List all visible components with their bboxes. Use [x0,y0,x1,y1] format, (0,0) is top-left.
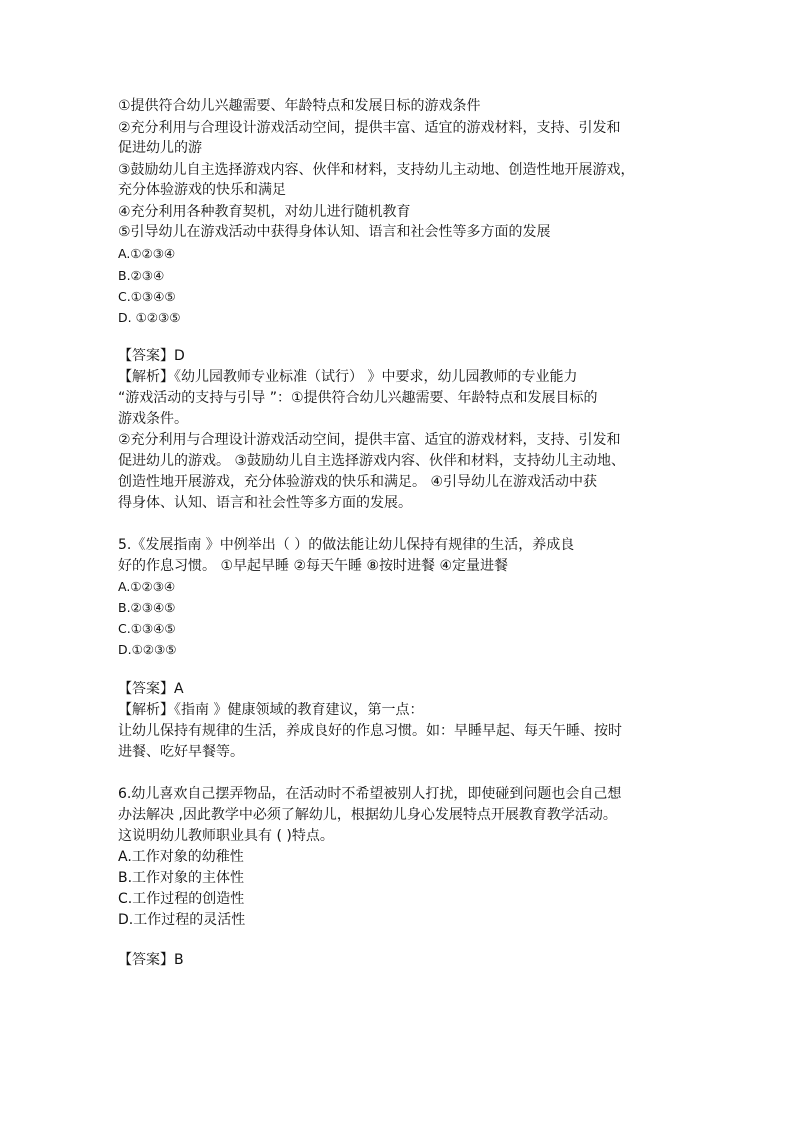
q6-stem: 这说明幼儿教师职业具有 ( )特点。 [118,828,334,844]
intro-item: ⑤引导幼儿在游戏活动中获得身体认知、语言和社会性等多方面的发展 [118,224,551,240]
intro-item: ④充分利用各种教育契机，对幼儿进行随机教育 [118,204,411,220]
q6-option-d: D.工作过程的灵活性 [118,912,246,928]
q4-analysis-line: 得身体、认知、语言和社会性等多方面的发展。 [118,495,412,511]
q4-analysis-line: 【解析】《幼儿园教师专业标准（试行） 》中要求，幼儿园教师的专业能力 [118,369,578,385]
q6-option-b: B.工作对象的主体性 [118,870,245,886]
q5-option-b: B.②③④⑤ [118,600,176,615]
q5-stem: 5.《发展指南 》中例举出（ ）的做法能让幼儿保持有规律的生活，养成良 [118,537,575,553]
q5-option-c: C.①③④⑤ [118,621,176,636]
q4-analysis-line: “游戏活动的支持与引导 ”：①提供符合幼儿兴趣需要、年龄特点和发展目标的 [118,390,598,406]
q4-analysis-line: 促进幼儿的游戏。 ③鼓励幼儿自主选择游戏内容、伙伴和材料，支持幼儿主动地、 [118,453,625,469]
q4-option-b: B.②③④ [118,268,165,283]
q5-analysis-line: 进餐、吃好早餐等。 [118,744,244,760]
intro-item: ③鼓励幼儿自主选择游戏内容、伙伴和材料，支持幼儿主动地、创造性地开展游戏， [118,162,635,178]
intro-item: 充分体验游戏的快乐和满足 [118,182,286,198]
intro-item: ②充分利用与合理设计游戏活动空间，提供丰富、适宜的游戏材料，支持、引发和 [118,120,621,136]
q6-stem: 办法解决 ,因此教学中必须了解幼儿，根据幼儿身心发展特点开展教育教学活动。 [118,807,617,823]
q4-analysis-line: 创造性地开展游戏，充分体验游戏的快乐和满足。 ④引导幼儿在游戏活动中获 [118,474,597,490]
q6-option-c: C.工作过程的创造性 [118,891,245,907]
q4-answer: 【答案】D [118,348,185,364]
q4-option-c: C.①③④⑤ [118,289,176,304]
q5-analysis-line: 让幼儿保持有规律的生活，养成良好的作息习惯。如：早睡早起、每天午睡、按时 [118,723,622,739]
q4-option-d: D. ①②③⑤ [118,310,181,325]
q4-analysis-line: 游戏条件。 [118,411,188,427]
q5-answer: 【答案】A [118,681,184,697]
q5-stem: 好的作息习惯。 ①早起早睡 ②每天午睡 ⑧按时进餐 ④定量进餐 [118,558,509,574]
q4-option-a: A.①②③④ [118,246,176,261]
q4-analysis-line: ②充分利用与合理设计游戏活动空间，提供丰富、适宜的游戏材料，支持、引发和 [118,432,621,448]
intro-item: 促进幼儿的游 [118,140,202,156]
intro-item: ①提供符合幼儿兴趣需要、年龄特点和发展日标的游戏条件 [118,98,481,114]
q5-option-d: D.①②③⑤ [118,642,177,657]
q6-stem: 6.幼儿喜欢自己摆弄物品，在活动时不希望被别人打扰，即使碰到问题也会自己想 [118,786,622,802]
q5-option-a: A.①②③④ [118,579,176,594]
q6-option-a: A.工作对象的幼稚性 [118,849,244,865]
q6-answer: 【答案】B [118,952,184,968]
q5-analysis-line: 【解析】《指南 》健康领域的教育建议，第一点： [118,702,424,718]
